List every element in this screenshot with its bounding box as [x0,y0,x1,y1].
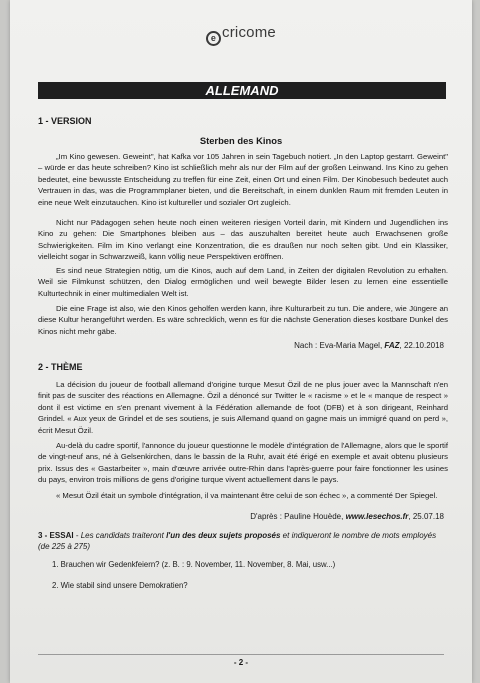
source-author: D'après : Pauline Houède, [250,512,346,521]
essai-instructions [38,530,448,552]
logo-text: cricome [222,24,276,41]
source-date: , 22.10.2018 [399,341,444,350]
page-number: - 2 - [10,658,472,667]
essay-question: 2. Wie stabil sind unsere Demokratien? [52,581,188,590]
subject-banner: ALLEMAND [38,82,446,99]
essai-instruction-part: et indiqueront le nombre de mots employés (de 225 à 275) [38,531,437,551]
theme-paragraph: La décision du joueur de football allemand d'origine turque Mesut Özil de ne plus jouer avec la Mannschaft n'en finit pas de susciter des réactions en Allemagne. Özil a dénoncé sur Twitter le « racisme » et le « manque de respect » dont il est victime en s'en prenant vivement à la Fédération allemande de foot (DFB) et à son dirigeant, Reinhard Grindel. « Aux yeux de Grindel et de ses soutiens, je suis Allemand quand on gagne mais un immigré quand on perd », écrit Mesut Özil. [38,380,448,435]
article-title: Sterben des Kinos [199,135,283,146]
source-author: Nach : Eva-Maria Magel, [294,341,385,350]
ecricome-logo [10,24,472,46]
essai-instruction-part: - Les candidats traiteront [73,531,167,540]
section-heading-theme: 2 - THÈME [38,362,83,372]
version-paragraph: Es sind neue Strategien nötig, um die Kinos, auch auf dem Land, in Zeiten der digitalen Revolution zu erhalten. Weil sie Filmkunst schützen, den Dialog ermöglichen und weil bewegte Bilder lesen zu lernen eine essentielle Kulturtechnik in einer multimedialen Welt ist. [38,266,448,298]
version-source [294,341,444,350]
logo-mark-icon: e [206,31,221,46]
essay-question: 1. Brauchen wir Gedenkfeiern? (z. B. : 9. November, 11. November, 8. Mai, usw...) [52,560,336,569]
version-paragraph: Nicht nur Pädagogen sehen heute noch einen weiteren riesigen Vorteil darin, mit Kindern und Jugendlichen ins Kino zu gehen: Die Smartphones bleiben aus – das auszuhalten bereitet heute auch Erwachsenen große Schwierigkeiten. Film im Kino verlangt eine Konzentration, die es draußen nur noch selten gibt. Und ein Klassiker, vielleicht sogar in Schwarzweiß, kann völlig neue Perspektiven eröffnen. [38,218,448,262]
section-heading-version: 1 - VERSION [38,116,92,126]
theme-paragraph: « Mesut Özil était un symbole d'intégration, il va maintenant être celui de son échec », a commenté Der Spiegel. [56,491,438,500]
version-paragraph: „Im Kino gewesen. Geweint", hat Kafka vor 105 Jahren in sein Tagebuch notiert. „In den Laptop gestarrt. Geweint" – würde er das heute schreiben? Kino ist schließlich mehr als nur der Film auf der großen Leinwand. Ins Kino zu gehen bedeutet, eine bewusste Entscheidung zu treffen für eine Zeit, einen Ort und einen Film. Der Kinobesuch bedeutet auch Vertrauen in das, was die Programmplaner bieten, und die Bereitschaft, in einem dunklen Raum mit fremden Leuten in eine neue Welt einzutauchen. Kino ist kultureller und sozialer Ort zugleich. [38,152,448,207]
essai-instruction-emphasis: l'un des deux sujets proposés [166,531,281,540]
exam-page [10,0,472,683]
source-publication: FAZ [384,341,400,350]
version-paragraph: Die eine Frage ist also, wie den Kinos geholfen werden kann, ihre Kulturarbeit zu tun. Die andere, wie Jüngere an diese Kultur herangeführt werden. Es wäre schrecklich, wenn es für die nächste Generation dieses kostbare Dunkel des Kinos nicht mehr gäbe. [38,304,448,336]
source-publication: www.lesechos.fr [345,512,409,521]
theme-source [250,512,444,521]
section-heading-essai: 3 - ESSAI [38,531,74,540]
source-date: , 25.07.18 [408,512,444,521]
theme-paragraph: Au-delà du cadre sportif, l'annonce du joueur questionne le modèle d'intégration de l'Allemagne, alors que le sportif de vingt-neuf ans, né à Gelsenkirchen, dans le bassin de la Ruhr, avait été érigé en exemple et avait obtenu plusieurs prix. Issus des « Gastarbeiter », main d'œuvre arrivée outre-Rhin dans l'après-guerre pour faire fonctionner les usines du pays, environ trois millions de gens d'origine turque vivent actuellement dans le pays. [38,441,448,485]
